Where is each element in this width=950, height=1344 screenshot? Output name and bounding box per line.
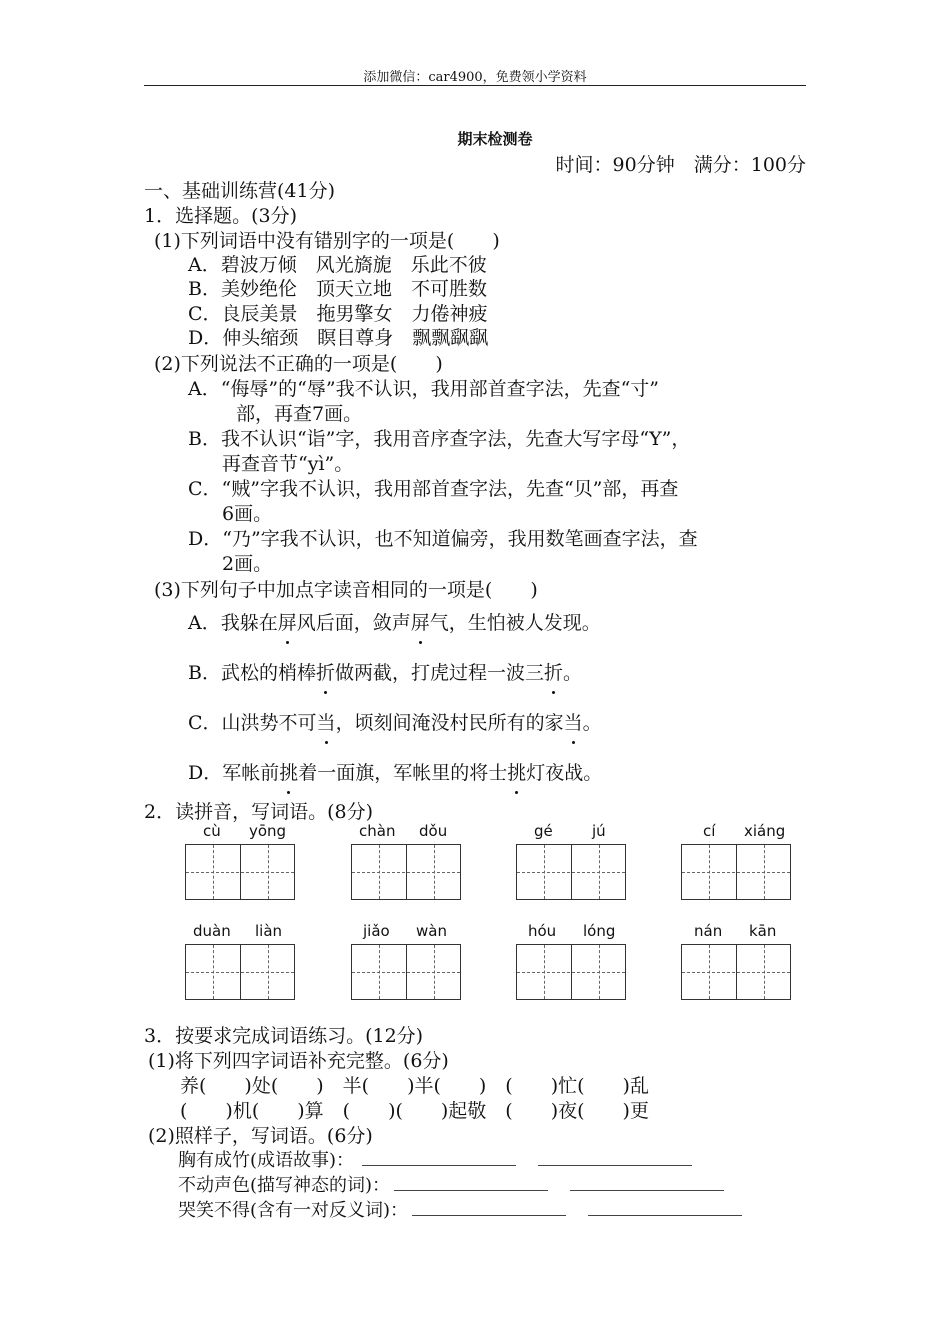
dotted-char: 屏 [278,608,297,635]
pinyin-label: duàn [193,922,231,940]
q1-2-option-c-cont: 6画。 [222,503,273,525]
pinyin-label: xiáng [744,822,786,840]
pinyin-label: wàn [416,922,447,940]
writing-grid[interactable] [185,844,295,900]
q3-1-row-2: ( )机( )算 ( )( )起敬 ( )夜( )更 [180,1100,649,1122]
q1-2-option-d: D．“乃”字我不认识，也不知道偏旁，我用数笔画查字法，查 [188,528,698,550]
pinyin-label: cí [703,822,716,840]
q1-2-option-a: A．“侮辱”的“辱”我不认识，我用部首查字法，先查“寸” [188,378,660,400]
answer-blank[interactable] [538,1151,692,1166]
writing-grid[interactable] [351,844,461,900]
q3-title: 3．按要求完成词语练习。(12分) [144,1025,424,1047]
q1-1-option-a: A．碧波万倾 风光旖旎 乐此不彼 [188,254,487,276]
dotted-char: 挑 [507,758,526,785]
dotted-char: 挑 [279,758,298,785]
pinyin-label: yōng [249,822,287,840]
writing-grid[interactable] [681,844,791,900]
q2-title: 2．读拼音，写词语。(8分) [144,801,374,823]
q3-1-row-1: 养( )处( ) 半( )半( ) ( )忙( )乱 [180,1075,649,1097]
page-header: 添加微信：car4900，免费领小学资料 [363,70,587,85]
q1-1-option-d: D．伸头缩颈 瞑目尊身 飘飘飖飖 [188,327,489,349]
dotted-char: 屏 [411,608,430,635]
writing-grid[interactable] [516,844,626,900]
answer-blank[interactable] [570,1176,724,1191]
pinyin-label: gé [534,822,553,840]
pinyin-label: liàn [255,922,283,940]
q3-2-line-2: 不动声色(描写神态的词)： [178,1171,724,1197]
dotted-char: 当 [564,708,583,735]
writing-grid[interactable] [516,944,626,1000]
pinyin-label: chàn [359,822,396,840]
writing-grid[interactable] [185,944,295,1000]
writing-grid[interactable] [351,944,461,1000]
pinyin-label: jú [592,822,606,840]
q1-1-option-b: B．美妙绝伦 顶天立地 不可胜数 [188,278,487,300]
q1-2-option-d-cont: 2画。 [222,553,273,575]
q1-3-stem: (3)下列句子中加点字读音相同的一项是( ) [154,579,538,601]
dotted-char: 折 [544,658,563,685]
q1-3-option-c: C．山洪势不可当，顷刻间淹没村民所有的家当。 [188,708,602,735]
q3-1-stem: (1)将下列四字词语补充完整。(6分) [148,1050,449,1072]
pinyin-label: nán [694,922,723,940]
q1-3-option-b: B．武松的梢棒折做两截，打虎过程一波三折。 [188,658,582,685]
pinyin-label: dǒu [419,822,448,840]
q1-2-option-a-cont: 部，再查7画。 [236,403,363,425]
dotted-char: 当 [317,708,336,735]
q1-2-stem: (2)下列说法不正确的一项是( ) [154,353,443,375]
q1-title: 1．选择题。(3分) [144,205,298,227]
page-title: 期末检测卷 [457,130,533,148]
pinyin-label: lóng [583,922,616,940]
dotted-char: 折 [316,658,335,685]
q3-2-stem: (2)照样子，写词语。(6分) [148,1125,373,1147]
pinyin-label: hóu [528,922,557,940]
q1-2-option-c: C．“贼”字我不认识，我用部首查字法，先查“贝”部，再查 [188,478,679,500]
pinyin-label: cù [203,822,221,840]
q3-2-line-3: 哭笑不得(含有一对反义词)： [178,1196,742,1222]
writing-grid[interactable] [681,944,791,1000]
pinyin-label: jiǎo [363,922,390,940]
exam-meta: 时间：90分钟 满分：100分 [555,154,806,176]
q1-2-option-b: B．我不认识“诣”字，我用音序查字法，先查大写字母“Y”， [188,428,691,450]
q1-3-option-d: D．军帐前挑着一面旗，军帐里的将士挑灯夜战。 [188,758,602,785]
answer-blank[interactable] [362,1151,516,1166]
section-1-heading: 一、基础训练营(41分) [144,180,336,202]
q1-3-option-a: A．我躲在屏风后面，敛声屏气，生怕被人发现。 [188,608,601,635]
q1-1-option-c: C．良辰美景 拖男擎女 力倦神疲 [188,303,488,325]
q1-1-stem: (1)下列词语中没有错别字的一项是( ) [154,230,500,252]
q1-2-option-b-cont: 再查音节“yì”。 [222,453,354,475]
header-rule [144,85,806,86]
pinyin-label: kān [749,922,777,940]
answer-blank[interactable] [412,1201,566,1216]
q3-2-line-1: 胸有成竹(成语故事)： [178,1146,692,1172]
answer-blank[interactable] [394,1176,548,1191]
answer-blank[interactable] [588,1201,742,1216]
